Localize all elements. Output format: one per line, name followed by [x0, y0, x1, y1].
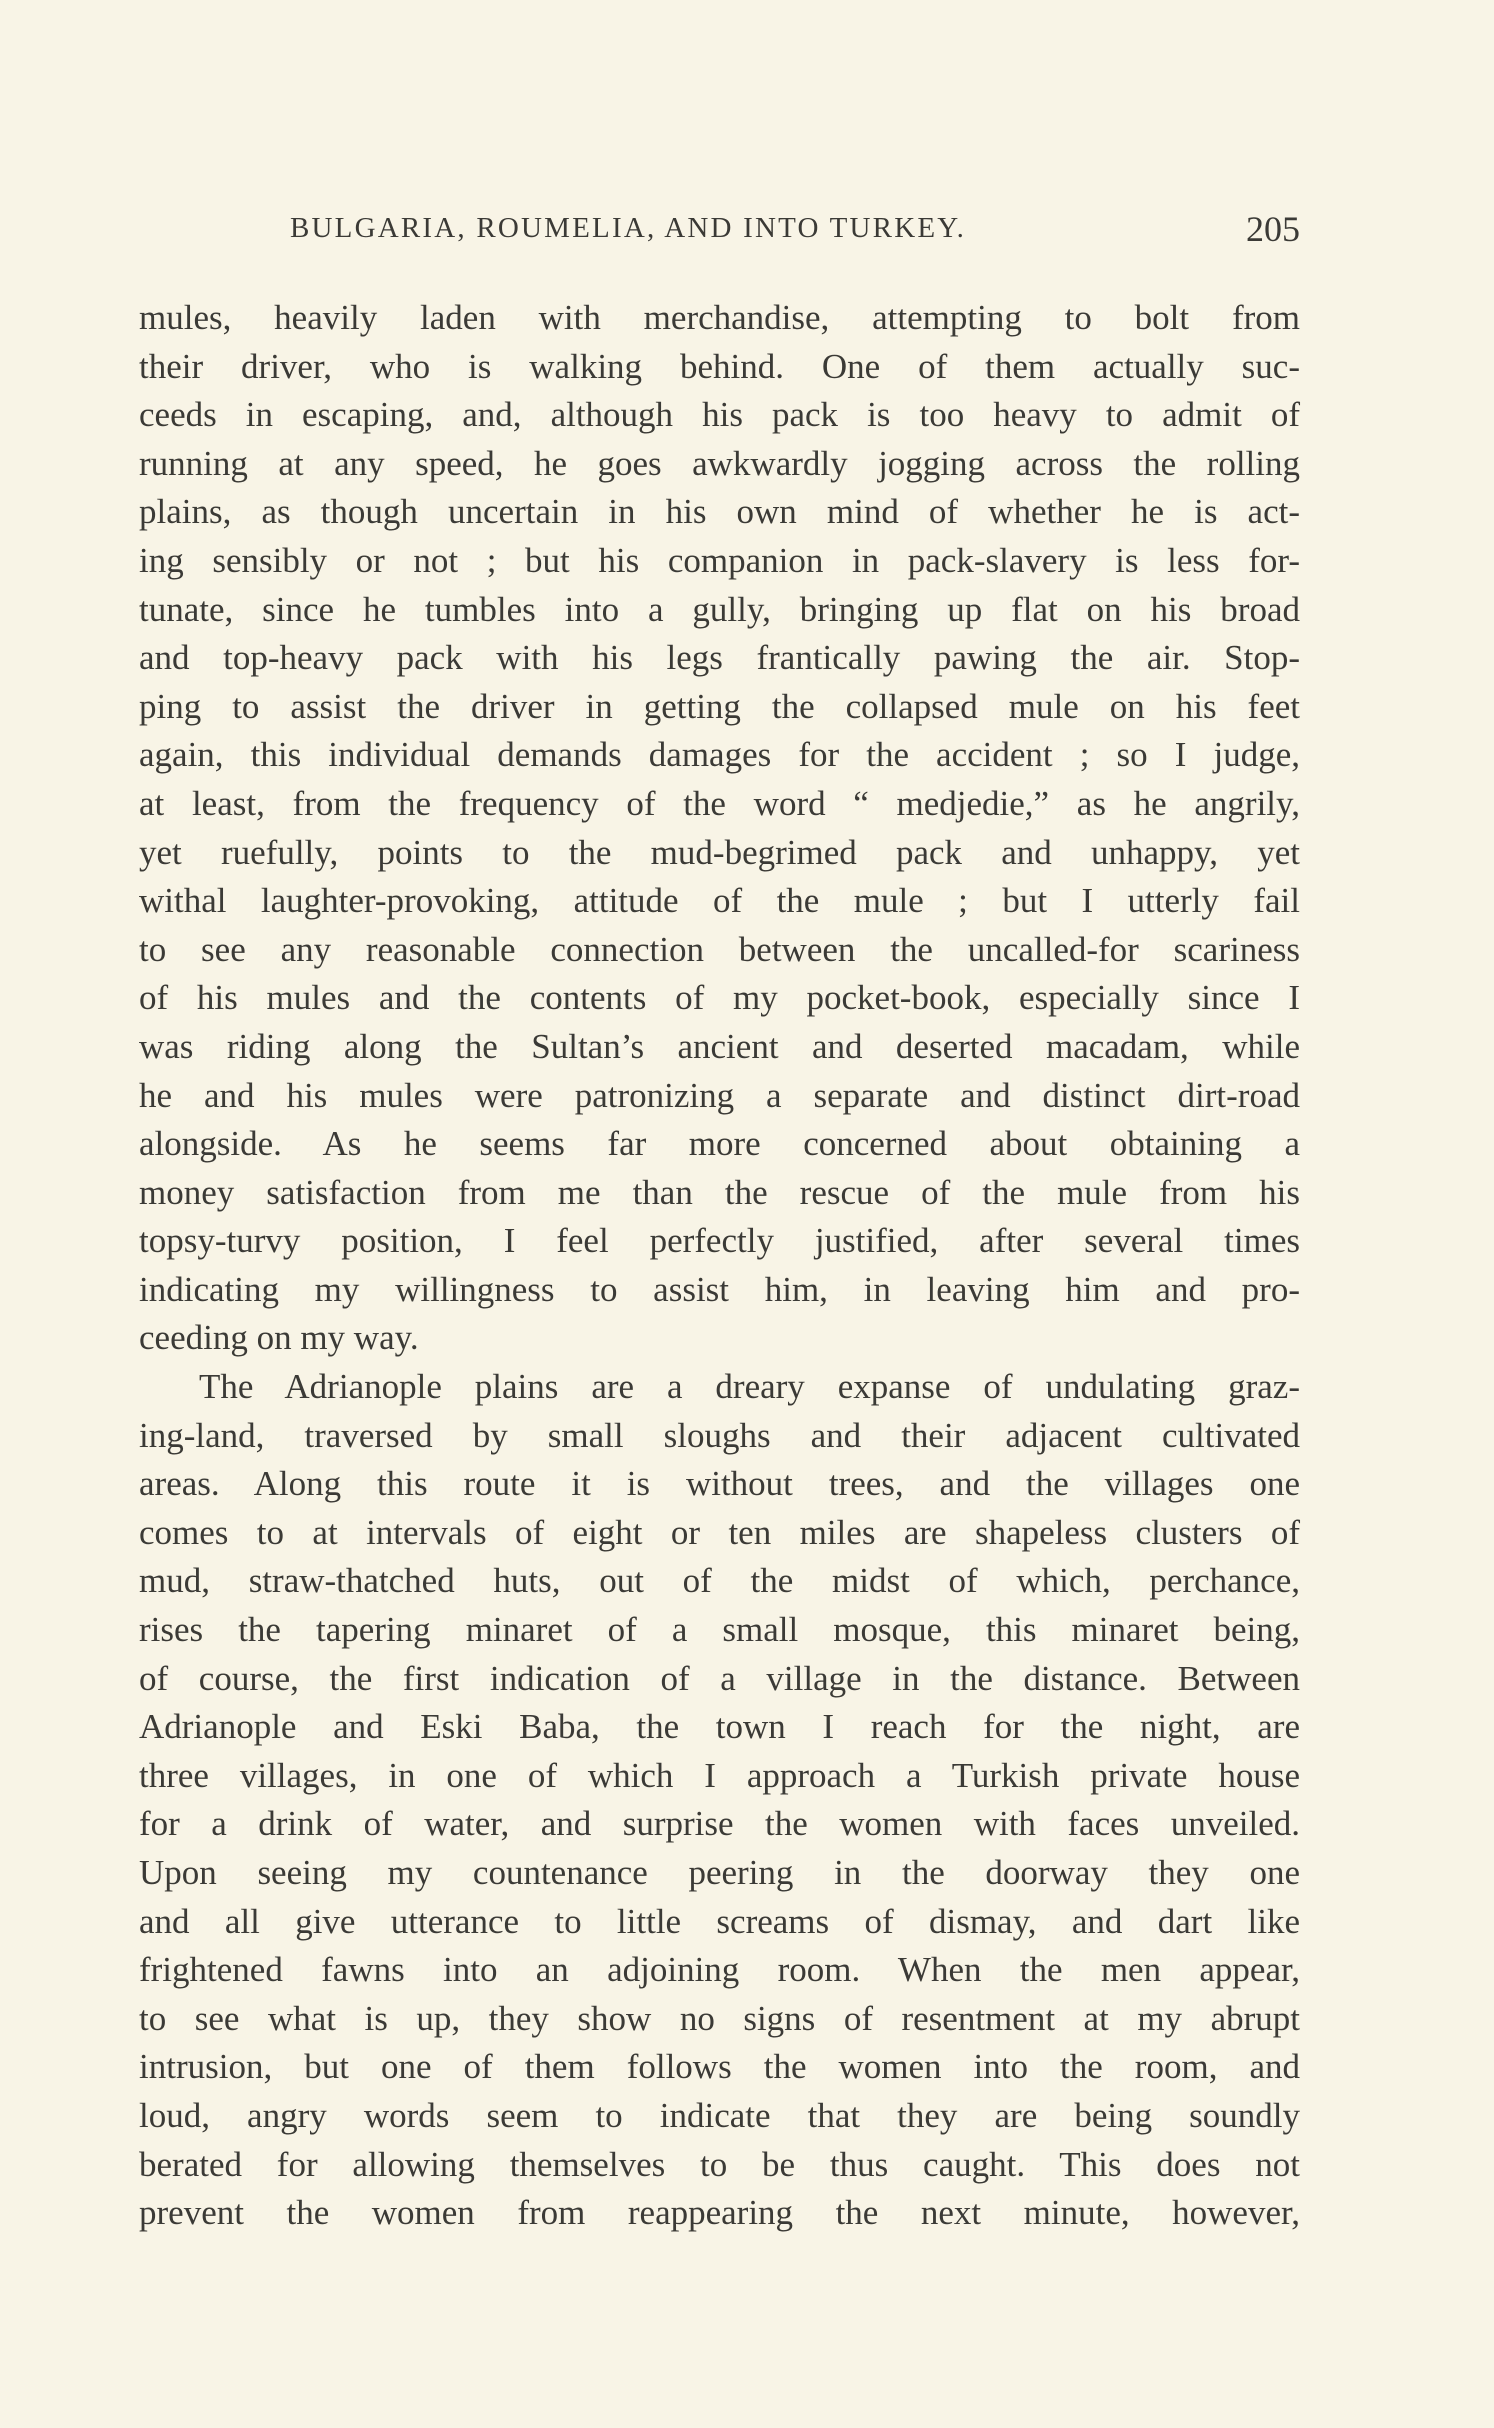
text-line: running at any speed, he goes awkwardly jogging across the rolling	[139, 443, 1300, 483]
text-line: again, this individual demands damages for the accident ; so I judge,	[139, 735, 1300, 775]
text-line: Adrianople and Eski Baba, the town I reach for the night, are	[139, 1707, 1300, 1747]
text-line: plains, as though uncertain in his own mind of whether he is act-	[139, 492, 1300, 532]
text-line: of his mules and the contents of my pocket-book, especially since I	[139, 978, 1300, 1018]
text-line: berated for allowing themselves to be thus caught. This does not	[139, 2144, 1300, 2184]
text-line: to see any reasonable connection between the uncalled-for scariness	[139, 929, 1300, 969]
text-line: prevent the women from reappearing the next minute, however,	[139, 2193, 1300, 2233]
text-line: of course, the first indication of a village in the distance. Between	[139, 1658, 1300, 1698]
text-line: ping to assist the driver in getting the collapsed mule on his feet	[139, 686, 1300, 726]
text-line: indicating my willingness to assist him, in leaving him and pro-	[139, 1269, 1300, 1309]
text-line: The Adrianople plains are a dreary expanse of undulating graz-	[199, 1367, 1300, 1407]
text-line: comes to at intervals of eight or ten miles are shapeless clusters of	[139, 1512, 1300, 1552]
text-line: three villages, in one of which I approach a Turkish private house	[139, 1755, 1300, 1795]
text-line: withal laughter-provoking, attitude of the mule ; but I utterly fail	[139, 881, 1300, 921]
text-line: yet ruefully, points to the mud-begrimed pack and unhappy, yet	[139, 832, 1300, 872]
running-title: BULGARIA, ROUMELIA, AND INTO TURKEY.	[290, 212, 967, 244]
text-line: alongside. As he seems far more concerned about obtaining a	[139, 1124, 1300, 1164]
text-line: was riding along the Sultan’s ancient and deserted macadam, while	[139, 1026, 1300, 1066]
page-number: 205	[1246, 209, 1300, 249]
text-line: and all give utterance to little screams of dismay, and dart like	[139, 1901, 1300, 1941]
text-line: ing-land, traversed by small sloughs and their adjacent cultivated	[139, 1415, 1300, 1455]
text-line: intrusion, but one of them follows the women into the room, and	[139, 2047, 1300, 2087]
text-line: he and his mules were patronizing a separate and distinct dirt-road	[139, 1075, 1300, 1115]
text-line: and top-heavy pack with his legs frantically pawing the air. Stop-	[139, 638, 1300, 678]
text-line: mules, heavily laden with merchandise, attempting to bolt from	[139, 298, 1300, 337]
text-line: ceeds in escaping, and, although his pack is too heavy to admit of	[139, 395, 1300, 435]
text-line: to see what is up, they show no signs of resentment at my abrupt	[139, 1998, 1300, 2038]
text-line: ing sensibly or not ; but his companion in pack-slavery is less for-	[139, 540, 1300, 580]
running-header	[290, 209, 1300, 254]
text-line: for a drink of water, and surprise the women with faces unveiled.	[139, 1804, 1300, 1844]
text-line: topsy-turvy position, I feel perfectly justified, after several times	[139, 1221, 1300, 1261]
text-line: ceeding on my way.	[139, 1318, 419, 1358]
text-line: money satisfaction from me than the rescue of the mule from his	[139, 1172, 1300, 1212]
text-line: their driver, who is walking behind. One of them actually suc-	[139, 346, 1300, 386]
text-line: rises the tapering minaret of a small mosque, this minaret being,	[139, 1610, 1300, 1650]
body-text	[139, 294, 1300, 2238]
text-line: frightened fawns into an adjoining room. When the men appear,	[139, 1950, 1300, 1990]
text-line: at least, from the frequency of the word “ medjedie,” as he angrily,	[139, 783, 1300, 823]
text-line: areas. Along this route it is without trees, and the villages one	[139, 1464, 1300, 1504]
text-line: Upon seeing my countenance peering in the doorway they one	[139, 1853, 1300, 1892]
text-line: mud, straw-thatched huts, out of the midst of which, perchance,	[139, 1561, 1300, 1601]
text-line: loud, angry words seem to indicate that they are being soundly	[139, 2095, 1300, 2135]
text-line: tunate, since he tumbles into a gully, bringing up flat on his broad	[139, 589, 1300, 629]
